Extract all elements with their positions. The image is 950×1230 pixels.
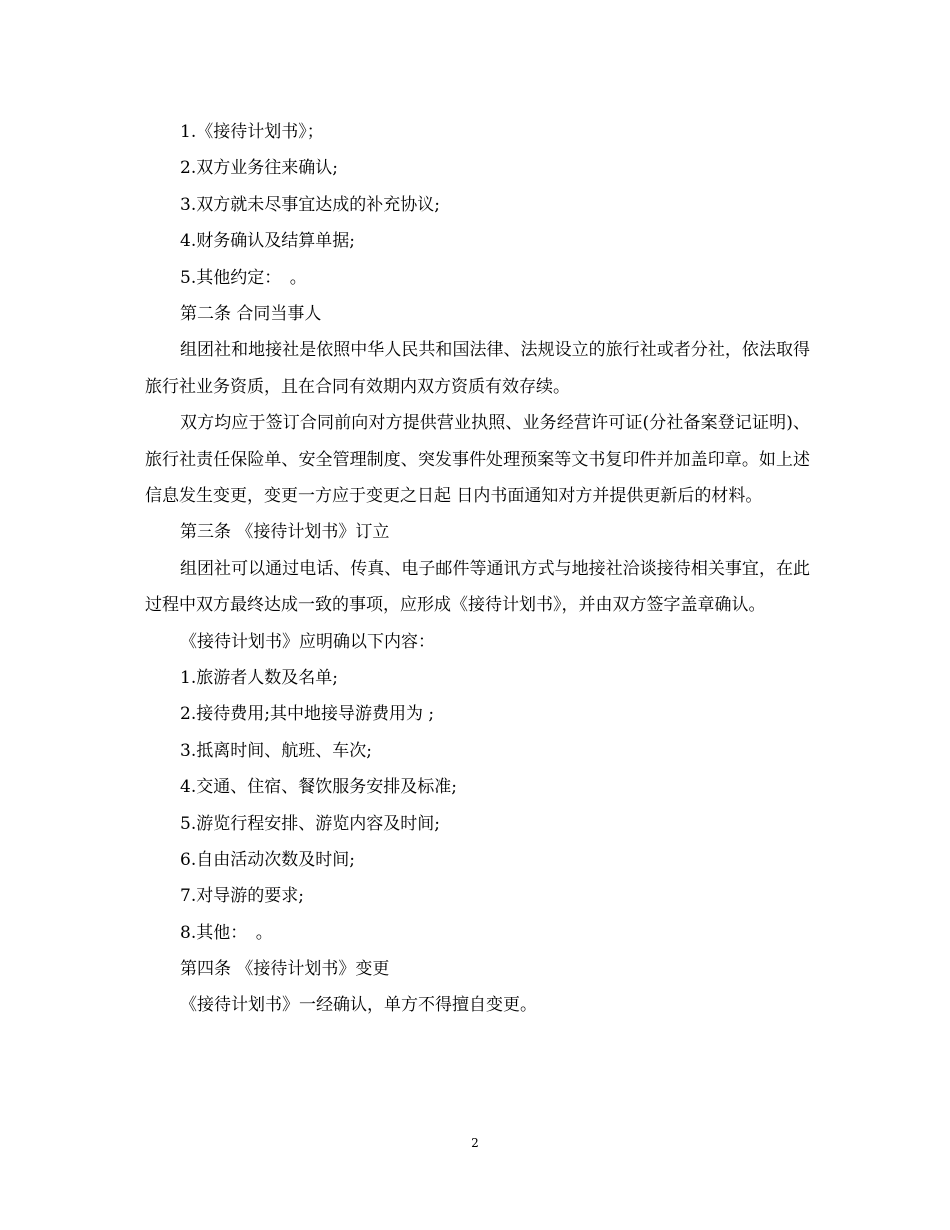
paragraph: 组团社和地接社是依照中华人民共和国法律、法规设立的旅行社或者分社，依法取得旅行社业务资质，且在合同有效期内双方资质有效存续。 <box>145 340 810 397</box>
paragraph: 《接待计划书》一经确认，单方不得擅自变更。 <box>180 995 537 1016</box>
list-item: 5.游览行程安排、游览内容及时间; <box>180 813 440 834</box>
list-item: 3.双方就未尽事宜达成的补充协议; <box>180 194 440 215</box>
list-item: 5.其他约定： 。 <box>180 267 307 288</box>
page-number: 2 <box>471 1136 479 1150</box>
list-item: 2.双方业务往来确认; <box>180 158 338 179</box>
article-heading: 第三条 《接待计划书》订立 <box>180 522 390 543</box>
list-item: 4.财务确认及结算单据; <box>180 231 355 252</box>
document-body <box>145 114 810 1024</box>
list-item: 1.《接待计划书》； <box>180 122 324 142</box>
list-intro: 《接待计划书》应明确以下内容： <box>180 631 435 652</box>
paragraph: 双方均应于签订合同前向对方提供营业执照、业务经营许可证(分社备案登记证明)、旅行社责任保险单、安全管理制度、突发事件处理预案等文书复印件并加盖印章。如上述信息发生变更，变更一方应于变更之日起 日内书面通知对方并提供更新后的材料。 <box>145 413 810 506</box>
article-heading: 第二条 合同当事人 <box>180 303 322 324</box>
list-item: 1.旅游者人数及名单; <box>180 667 338 688</box>
list-item: 8.其他： 。 <box>180 922 273 943</box>
list-item: 7.对导游的要求; <box>180 886 304 907</box>
list-item: 2.接待费用;其中地接导游费用为 ; <box>180 704 435 725</box>
article-heading: 第四条 《接待计划书》变更 <box>180 959 390 980</box>
list-item: 3.抵离时间、航班、车次; <box>180 740 372 761</box>
list-item: 6.自由活动次数及时间; <box>180 849 355 870</box>
paragraph: 组团社可以通过电话、传真、电子邮件等通讯方式与地接社洽谈接待相关事宜，在此过程中双方最终达成一致的事项，应形成《接待计划书》，并由双方签字盖章确认。 <box>145 558 810 616</box>
list-item: 4.交通、住宿、餐饮服务安排及标准; <box>180 777 457 798</box>
